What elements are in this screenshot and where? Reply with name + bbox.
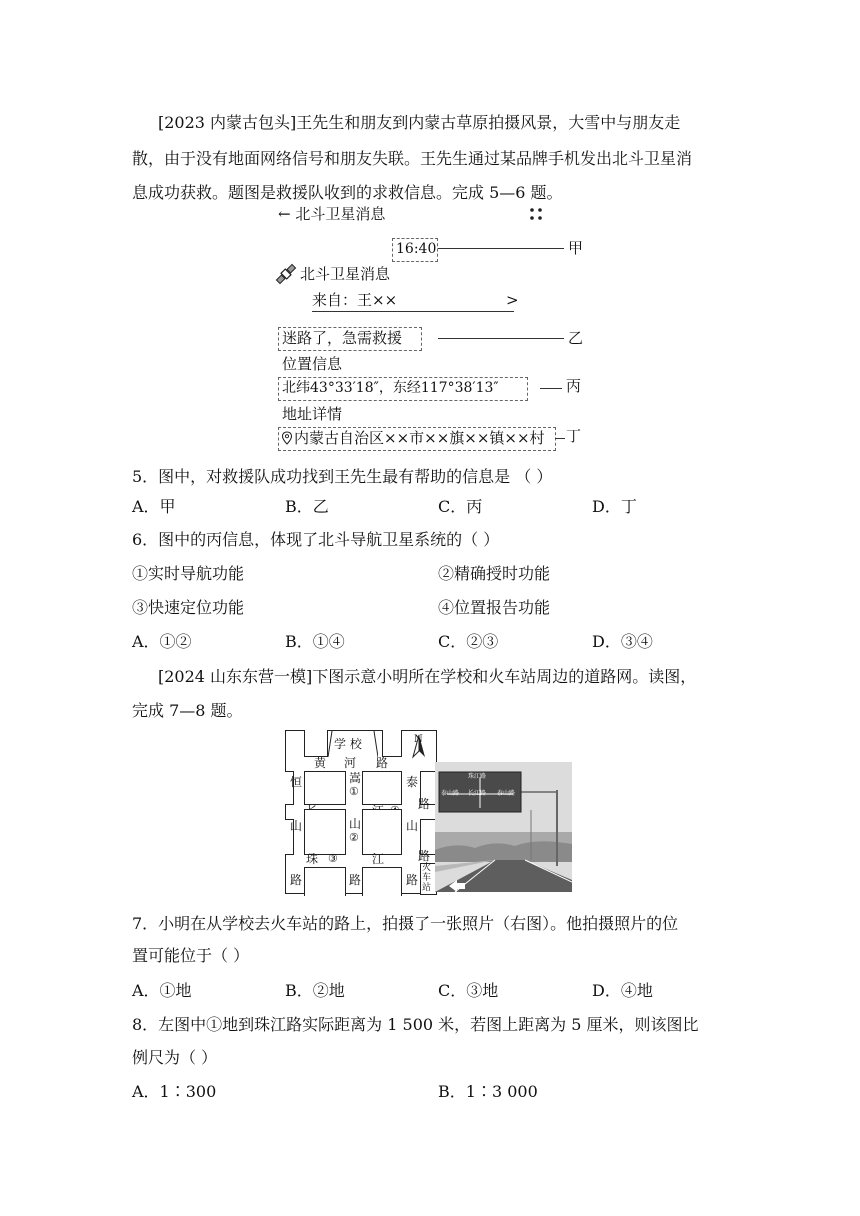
label-bing: 丙 <box>566 377 582 395</box>
q5-option-c[interactable]: C．丙 <box>438 497 483 516</box>
sign-left: 泰山路 <box>441 790 460 797</box>
message-text: 迷路了，急需救援 <box>282 329 403 347</box>
zhujiang-mark3: ③ <box>328 852 338 865</box>
lu-bottom-3: 路 <box>406 873 419 887</box>
shan-mid: 山 <box>349 817 362 831</box>
q6-option-a[interactable]: A．①② <box>132 632 192 651</box>
q7-stem-line1: 7．小明在从学校去火车站的路上，拍摄了一张照片（右图）。他拍摄照片的位 <box>132 914 679 933</box>
from-underline <box>312 311 514 312</box>
leader-line-ding <box>555 438 565 439</box>
zhujiang-4: 路 <box>418 849 431 863</box>
from-text: 来自：王×× <box>312 291 398 309</box>
leader-line-bing <box>540 388 562 389</box>
intro2-line2: 完成 7—8 题。 <box>132 701 243 720</box>
lu-bottom-2: 路 <box>349 873 362 887</box>
road-photo <box>435 762 572 892</box>
mark-1: ① <box>349 785 359 798</box>
station-label: 火车站 <box>422 863 432 893</box>
zhujiang-1: 珠 <box>306 852 319 866</box>
q6-item-2: ②精确授时功能 <box>438 564 551 583</box>
huanghe-1: 黄 <box>314 756 327 770</box>
map-block <box>304 809 346 855</box>
map-block <box>362 809 402 855</box>
satellite-icon <box>274 262 298 286</box>
road-map-figure <box>285 730 437 894</box>
coords-text: 北纬43°33′18″，东经117°38′13″ <box>282 380 499 396</box>
intro1-line1: [2023 内蒙古包头]王先生和朋友到内蒙古草原拍摄风景，大雪中与朋友走 <box>158 113 681 132</box>
q6-item-3: ③快速定位功能 <box>132 598 245 617</box>
zhujiang-2: 江 <box>372 852 385 866</box>
q8-stem-line1: 8．左图中①地到珠江路实际距离为 1 500 米，若图上距离为 5 厘米，则该图比 <box>132 1015 699 1034</box>
leader-line-jia <box>438 248 564 249</box>
map-block <box>362 771 402 805</box>
label-yi: 乙 <box>568 329 584 347</box>
shan-right: 山 <box>406 819 419 833</box>
q8-option-b[interactable]: B．1∶3 000 <box>438 1082 538 1101</box>
q6-option-c[interactable]: C．②③ <box>438 632 499 651</box>
song-label: 嵩 <box>349 771 362 785</box>
map-block <box>382 730 402 757</box>
q6-option-d[interactable]: D．③④ <box>592 632 653 651</box>
map-block <box>304 771 346 805</box>
q8-stem-line2: 例尺为（ ） <box>132 1048 218 1067</box>
q6-stem: 6．图中的丙信息，体现了北斗导航卫星系统的（ ） <box>132 530 500 549</box>
q6-item-1: ①实时导航功能 <box>132 564 245 583</box>
app-title: 北斗卫星消息 <box>300 265 391 283</box>
intro1-line3: 息成功获救。题图是救援队收到的求救信息。完成 5—6 题。 <box>132 183 563 202</box>
sign-center: 长江路 <box>468 790 487 797</box>
q6-item-4: ④位置报告功能 <box>438 598 551 617</box>
shan-left: 山 <box>290 819 303 833</box>
label-jia: 甲 <box>568 239 584 257</box>
q7-option-a[interactable]: A．①地 <box>132 981 192 1000</box>
q5-option-a[interactable]: A．甲 <box>132 497 176 516</box>
time-text: 16:40 <box>396 241 437 257</box>
sign-top: 珠江路 <box>468 773 487 780</box>
q5-option-b[interactable]: B．乙 <box>285 497 329 516</box>
map-block <box>304 730 328 757</box>
dots-menu-icon <box>528 206 544 222</box>
message-header: ← 北斗卫星消息 <box>278 205 386 223</box>
q7-stem-line2: 置可能位于（ ） <box>132 946 250 965</box>
q8-option-a[interactable]: A．1∶300 <box>132 1082 217 1101</box>
q5-stem: 5．图中，对救援队成功找到王先生最有帮助的信息是 （ ） <box>132 467 553 486</box>
intro1-line2: 散，由于没有地面网络信号和朋友失联。王先生通过某品牌手机发出北斗卫星消 <box>132 149 693 168</box>
q5-option-d[interactable]: D．丁 <box>592 497 637 516</box>
position-title: 位置信息 <box>282 355 343 373</box>
huanghe-3: 路 <box>376 756 389 770</box>
school-label: 学 校 <box>334 737 362 751</box>
huanghe-2: 河 <box>344 756 357 770</box>
address-title: 地址详情 <box>282 405 343 423</box>
q6-option-b[interactable]: B．①④ <box>285 632 345 651</box>
road-photo-scene <box>435 762 572 892</box>
q7-option-c[interactable]: C．③地 <box>438 981 499 1000</box>
beidou-message-figure <box>272 200 592 458</box>
lu-bottom-1: 路 <box>290 873 303 887</box>
tai-label: 泰 <box>406 775 419 789</box>
leader-line-yi <box>438 338 564 339</box>
sign-right: 泰山路 <box>497 790 516 797</box>
north-label: N <box>414 734 423 745</box>
mark-2: ② <box>349 831 359 844</box>
map-block <box>362 867 402 896</box>
address-text: 内蒙古自治区××市××旗××镇××村 <box>294 429 545 447</box>
heng-label: 恒 <box>290 775 303 789</box>
map-block <box>304 867 346 896</box>
location-pin-icon <box>281 431 293 445</box>
label-ding: 丁 <box>566 427 582 445</box>
changjiang-4: 路 <box>418 797 431 811</box>
from-arrow: > <box>506 291 519 309</box>
intro2-line1: [2024 山东东营一模]下图示意小明所在学校和火车站周边的道路网。读图， <box>158 667 697 686</box>
q7-option-d[interactable]: D．④地 <box>592 981 653 1000</box>
q7-option-b[interactable]: B．②地 <box>285 981 345 1000</box>
